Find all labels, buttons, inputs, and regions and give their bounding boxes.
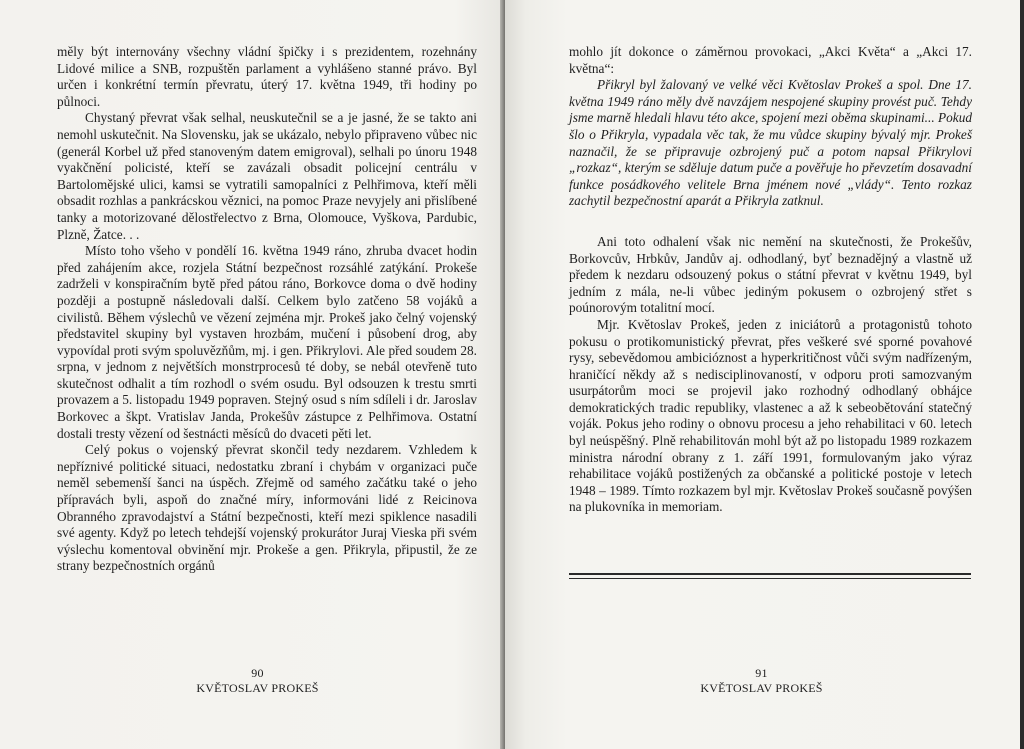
running-footer-left: KVĚTOSLAV PROKEŠ bbox=[196, 681, 319, 695]
right-intro: mohlo jít dokonce o záměrnou provokaci, „Akci Květa“ a „Akci 17. května“: bbox=[569, 44, 972, 76]
scan-edge bbox=[1020, 0, 1024, 749]
left-page bbox=[0, 0, 505, 749]
left-paragraph-2: Chystaný převrat však selhal, neuskutečnil se a je jasné, že se takto ani nemohl uskutečnit. Na Slovensku, jak se ukázalo, nebylo připraveno vůbec nic (generál Korbel už před stanoveným datem emigroval), selhali po únoru 1948 vyakčnění policisté, kteří se zavázali obsadit policejní centrálu v Bartolomějské ulici, kamsi se vytratili samopalníci z Pelhřimova, kteří měli obsadit rozhlas a pankrácskou věznici, na pomoc Praze nevyjely ani přislíbené tanky a motorizované dělostřelectvo z Brna, Olomouce, Vyškova, Pardubic, Plzně, Žatce. . . bbox=[57, 110, 477, 242]
running-footer-right: KVĚTOSLAV PROKEŠ bbox=[700, 681, 823, 695]
right-page-text bbox=[569, 44, 972, 516]
right-page bbox=[505, 0, 1024, 749]
block-quote: Přikryl byl žalovaný ve velké věci Květoslav Prokeš a spol. Dne 17. května 1949 ráno měly dvě navzájem nespojené skupiny provést puč. Tehdy jsme marně hledali hlavu této akce, spojení mezi oběma skupinami... Pokud šlo o Přikryla, vypadala věc tak, že mu vůdce skupiny bývalý mjr. Prokeš naznačil, že se připravuje ozbrojený puč a potom napsal Přikrylovi „rozkaz“, kterým se sděluje datum puče a pověřuje ho převzetím dosavadní funkce posádkového velitele Brna jménem nové „vlády“. Tento rozkaz zachytil bezpečnostní aparát a Přikryla zatknul. bbox=[569, 77, 972, 209]
right-page-footer bbox=[505, 666, 1024, 696]
left-paragraph-4: Celý pokus o vojenský převrat skončil tedy nezdarem. Vzhledem k nepříznivé politické situaci, nedostatku zbraní i chybám v organizaci puče neměl sebemenší šanci na úspěch. Zřejmě od samého začátku také o jeho přípravách byli, aspoň do značné míry, informováni lidé z Reicinova Obranného zpravodajství a Státní bezpečnosti, kteří mezi spiklence nasadili své agenty. Když po letech tehdejší vojenský prokurátor Juraj Vieska při svém výslechu komentoval obvinění mjr. Prokeše a gen. Přikryla, připustil, že ze strany bezpečnostních orgánů bbox=[57, 442, 477, 574]
paragraph-gap bbox=[569, 210, 972, 234]
left-page-text bbox=[57, 44, 477, 575]
page-number-right: 91 bbox=[755, 666, 768, 680]
left-page-footer bbox=[0, 666, 505, 696]
left-paragraph-3: Místo toho všeho v pondělí 16. května 1949 ráno, zhruba dvacet hodin před zahájením akce, rozjela Státní bezpečnost rozsáhlé zatýkání. Prokeše zadrželi v konspiračním bytě před pátou ráno, Borkovce doma o dvě hodiny později a postupně následovali další. Celkem bylo zatčeno 58 vojáků a civilistů. Během výslechů ve vězení zejména mjr. Prokeš jako čelný vojenský představitel skupiny byl vystaven hrozbám, mučení i působení drog, aby vypovídal proti svým spoluvězňům, mj. i gen. Přikrylovi. Ale před soudem 28. srpna, v jednom z největších monstrprocesů té doby, se nebál otevřeně tuto skutečnost odhalit a tím rozhodl o svém osudu. Byl odsouzen k trestu smrti provazem a 5. listopadu 1949 popraven. Stejný osud s ním sdíleli i dr. Jaroslav Borkovec a škpt. Vratislav Janda, Prokešův zástupce z Pelhřimova. Ostatní dostali tresty vězení od šestnácti měsíců do dvaceti pěti let. bbox=[57, 243, 477, 441]
right-paragraph-2: Mjr. Květoslav Prokeš, jeden z iniciátorů a protagonistů tohoto pokusu o protikomunistický převrat, přes veškeré své sporné povahové rysy, sebevědomou ambicióznost a hyperkritičnost vůči svým nadřízeným, hraničící někdy až s nedisciplinovaností, v odporu proti samozvaným usurpátorům moci se projevil jako rozhodný odhodlaný obhájce demokratických tradic republiky, vlastenec a až k sebeobětování statečný voják. Pokus jeho rodiny o obnovu procesu a jeho rehabilitaci v 60. letech byl neúspěšný. Plně rehabilitován mohl být až po listopadu 1989 rozkazem ministra národní obrany z 1. září 1991, formulovaným jako výraz rehabilitace vojáků postižených za občanské a politické postoje v letech 1948 – 1989. Tímto rozkazem byl mjr. Květoslav Prokeš současně povýšen na plukovníka in memoriam. bbox=[569, 316, 972, 515]
right-paragraph-1: Ani toto odhalení však nic nemění na skutečnosti, že Prokešův, Borkovcův, Hrbkův, Jandův aj. odhodlaný, byť beznadějný a vlastně už předem k nezdaru odsouzený pokus o státní převrat v květnu 1949, byl jedním z mála, ne-li vůbec jediným pokusem o ozbrojený střet s poúnorovým totalitní mocí. bbox=[569, 233, 972, 316]
section-divider bbox=[569, 573, 971, 575]
page-number-left: 90 bbox=[251, 666, 264, 680]
left-paragraph-1: měly být internovány všechny vládní špičky i s prezidentem, rozehnány Lidové milice a SNB, rozpuštěn parlament a vyhlášeno stanné právo. Byl určen i konkrétní termín převratu, úterý 17. května 1949, tři hodiny po půlnoci. bbox=[57, 44, 477, 109]
